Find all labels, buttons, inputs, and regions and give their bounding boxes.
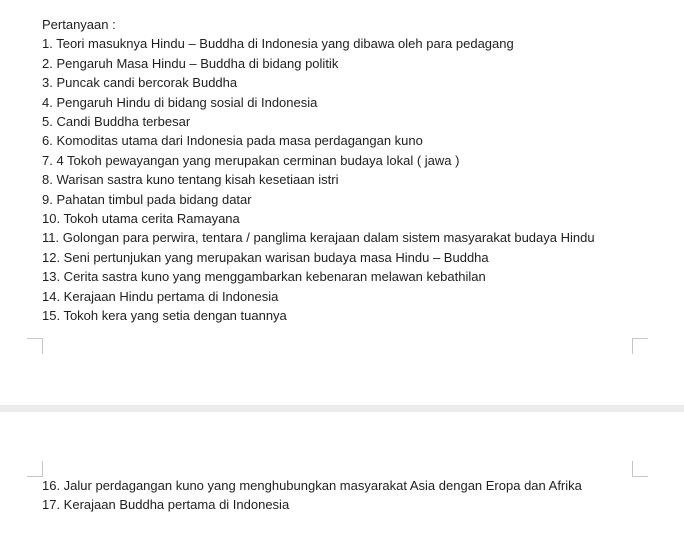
question-item[interactable]: 7. 4 Tokoh pewayangan yang merupakan cerminan budaya lokal ( jawa ) — [42, 152, 460, 168]
margin-corner-top-left — [27, 338, 43, 354]
margin-corner-bottom-right — [632, 461, 648, 477]
question-item[interactable]: 15. Tokoh kera yang setia dengan tuannya — [42, 308, 287, 324]
questions-heading[interactable]: Pertanyaan : — [42, 17, 116, 32]
question-item[interactable]: 16. Jalur perdagangan kuno yang menghubungkan masyarakat Asia dengan Eropa dan Afrika — [42, 478, 582, 493]
question-item[interactable]: 8. Warisan sastra kuno tentang kisah kesetiaan istri — [42, 172, 339, 188]
question-list-page-1[interactable] — [42, 15, 595, 326]
margin-corner-top-right — [632, 338, 648, 354]
question-item[interactable]: 4. Pengaruh Hindu di bidang sosial di Indonesia — [42, 94, 318, 110]
question-item[interactable]: 6. Komoditas utama dari Indonesia pada masa perdagangan kuno — [42, 133, 423, 149]
question-item[interactable]: 12. Seni pertunjukan yang merupakan warisan budaya masa Hindu – Buddha — [42, 249, 489, 265]
question-list-page-2[interactable] — [42, 476, 582, 515]
question-item[interactable]: 5. Candi Buddha terbesar — [42, 114, 191, 130]
question-item[interactable]: 10. Tokoh utama cerita Ramayana — [42, 211, 240, 227]
question-item[interactable]: 11. Golongan para perwira, tentara / panglima kerajaan dalam sistem masyarakat budaya Hindu — [42, 230, 595, 246]
question-item[interactable]: 13. Cerita sastra kuno yang menggambarkan kebenaran melawan kebathilan — [42, 269, 486, 285]
question-item[interactable]: 1. Teori masuknya Hindu – Buddha di Indonesia yang dibawa oleh para pedagang — [42, 36, 514, 52]
question-item[interactable]: 2. Pengaruh Masa Hindu – Buddha di bidang politik — [42, 55, 339, 71]
margin-corner-bottom-left — [27, 461, 43, 477]
question-item[interactable]: 3. Puncak candi bercorak Buddha — [42, 75, 238, 91]
page-break-gap — [0, 405, 684, 412]
question-item[interactable]: 17. Kerajaan Buddha pertama di Indonesia — [42, 497, 290, 513]
question-item[interactable]: 14. Kerajaan Hindu pertama di Indonesia — [42, 288, 279, 304]
question-item[interactable]: 9. Pahatan timbul pada bidang datar — [42, 191, 252, 207]
